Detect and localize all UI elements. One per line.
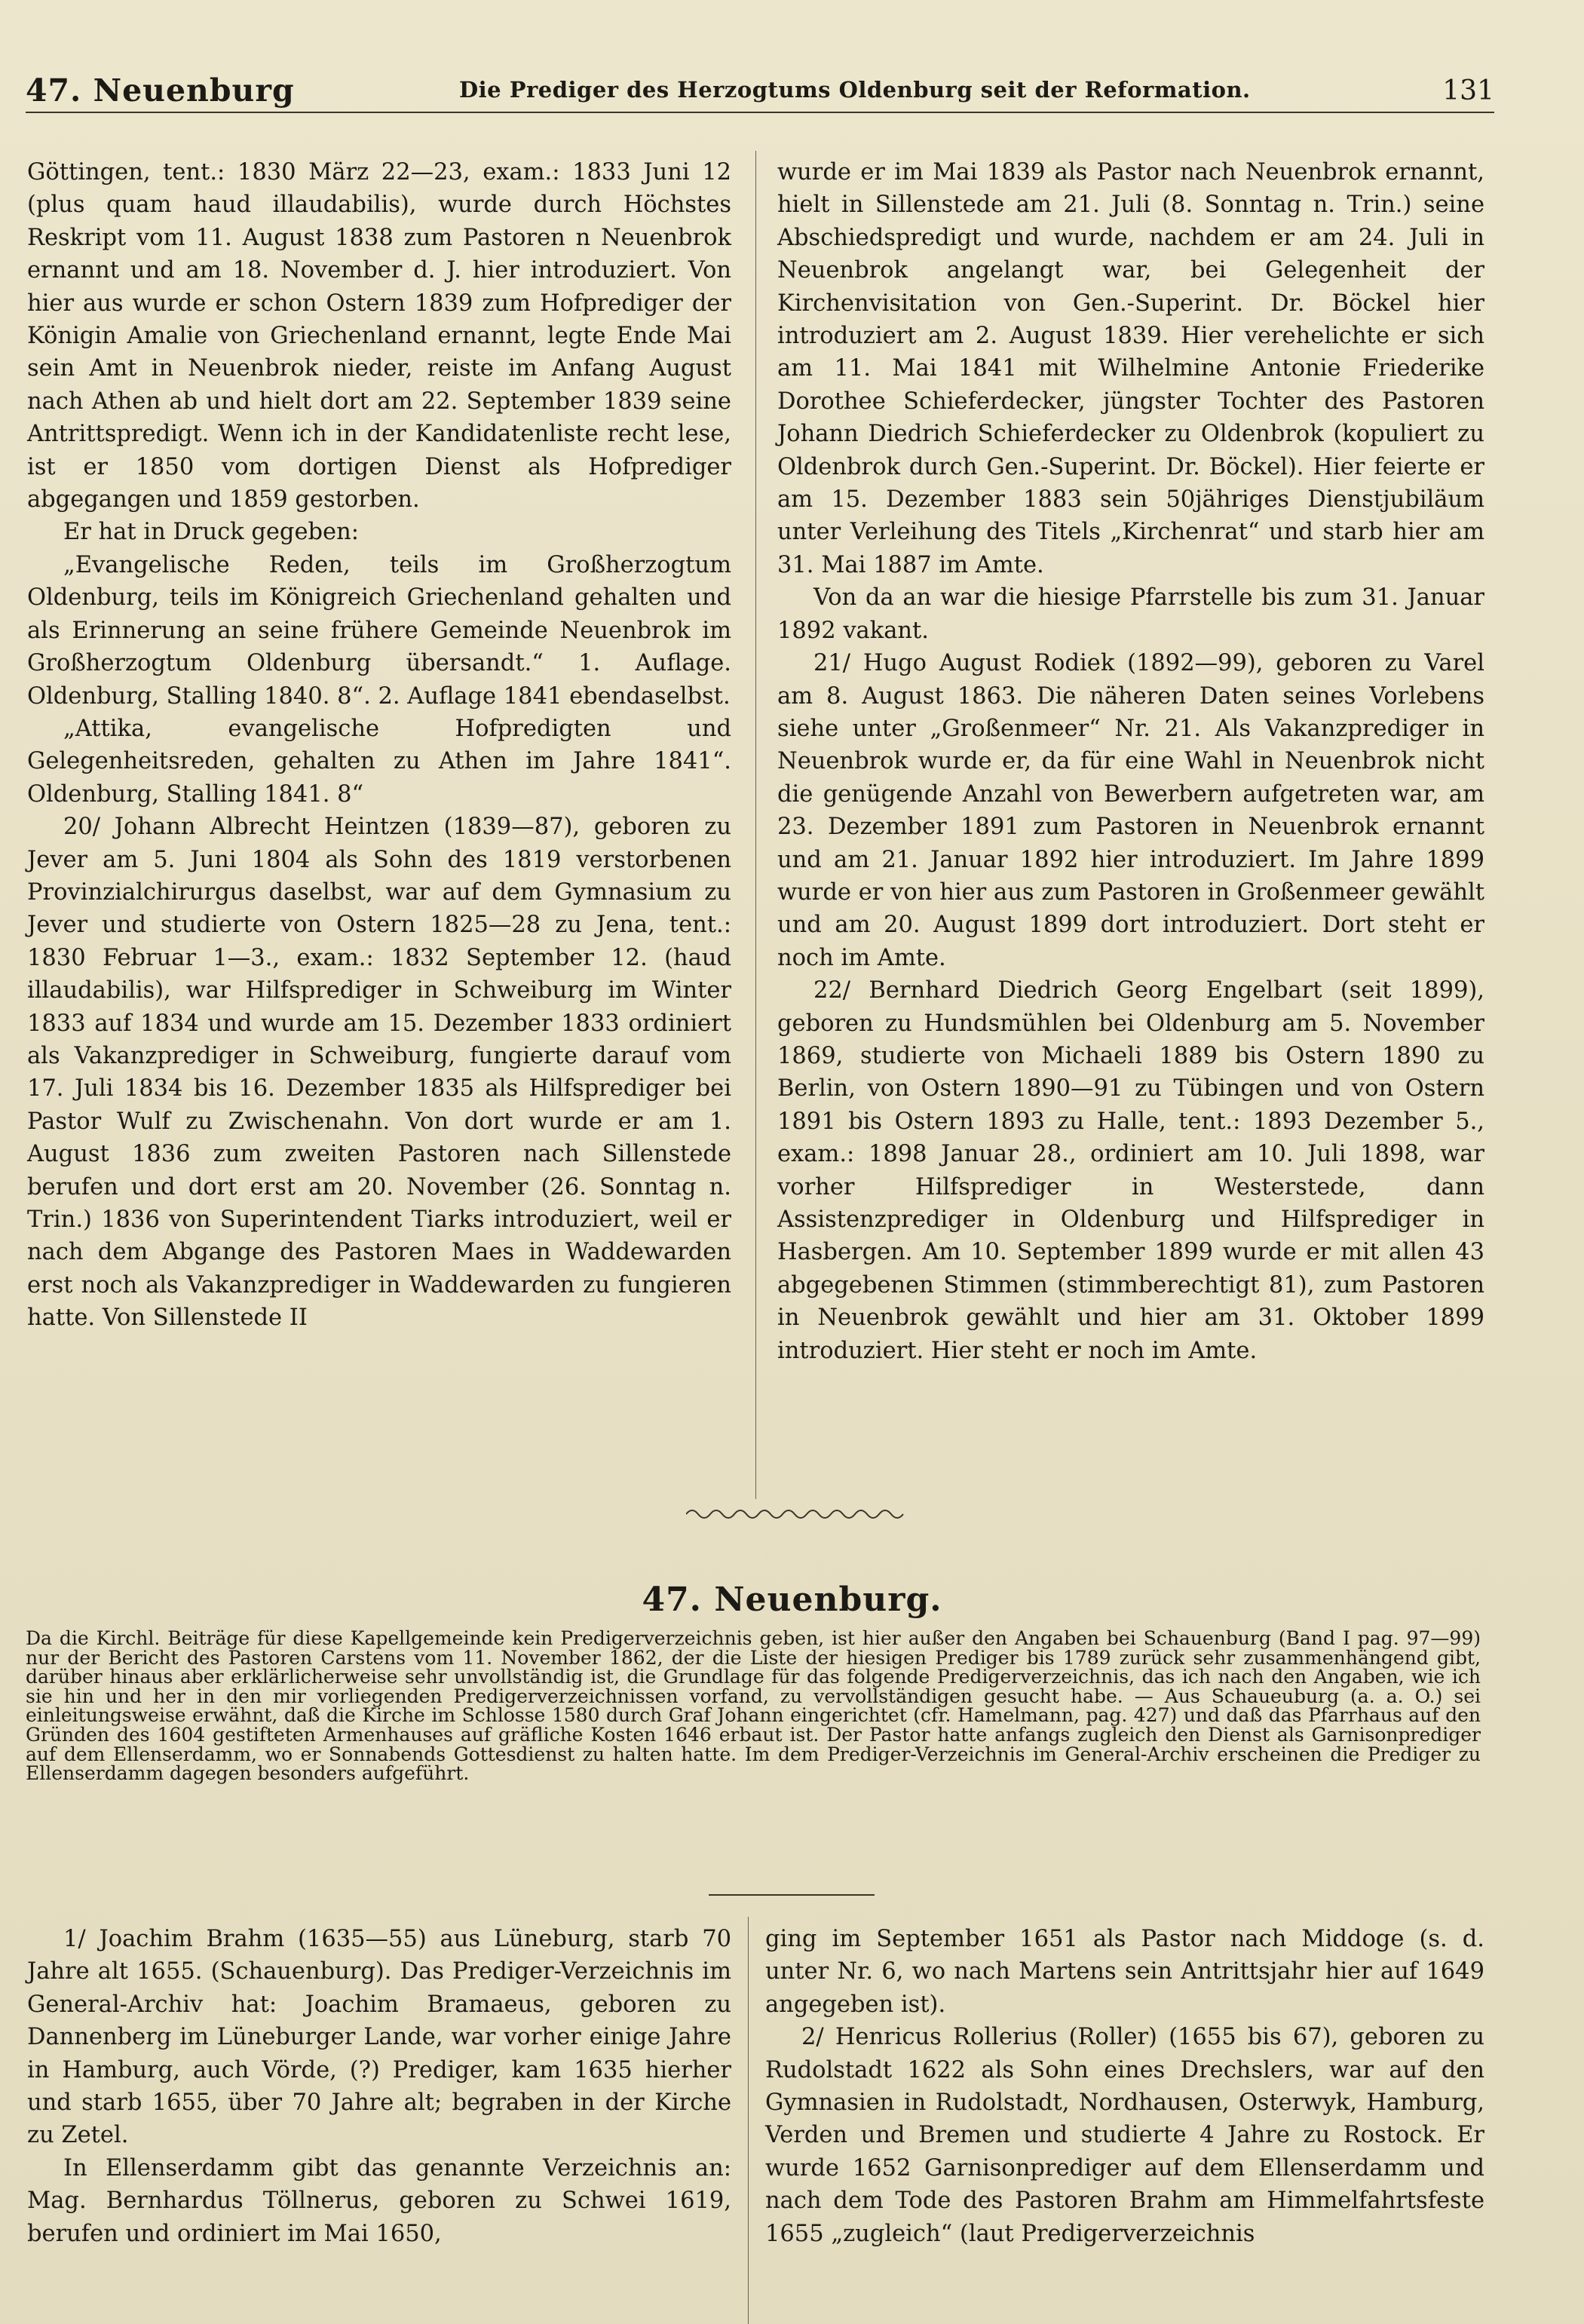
paragraph: 22/ Bernhard Diedrich Georg Engelbart (seit 1899), geboren zu Hundsmühlen bei Oldenburg am 5. November 1869, studierte von Michaeli 1889 bis Ostern 1890 zu Berlin, von Ostern 1890—91 zu Tübingen und von Ostern 1891 bis Ostern 1893 zu Halle, tent.: 1893 Dezember 5., exam.: 1898 Januar 28., ordiniert am 10. Juli 1898, war vorher Hilfsprediger in Westerstede, dann Assistenzprediger in Oldenburg und Hilfsprediger in Hasbergen. Am 10. September 1899 wurde er mit allen 43 abgegebenen Stimmen (stimmberechtigt 81), zum Pastoren in Neuenbrok gewählt und hier am 31. Oktober 1899 introduziert. Hier steht er noch im Amte. (777, 977, 1484, 1364)
section-title: 47. Neuenburg. (642, 1581, 942, 1619)
paragraph: 21/ Hugo August Rodiek (1892—99), geboren zu Varel am 8. August 1863. Die näheren Daten seines Vorlebens siehe unter „Großenmeer“ Nr. 21. Als Vakanzprediger in Neuenbrok wurde er, da für eine Wahl in Neuenbrok nicht die genügende Anzahl von Bewerbern aufgetreten war, am 23. Dezember 1891 zum Pastoren in Neuenbrok ernannt und am 21. Januar 1892 hier introduziert. Im Jahre 1899 wurde er von hier aus zum Pastoren in Großenmeer gewählt und am 20. August 1899 dort introduziert. Dort steht er noch im Amte. (777, 650, 1484, 971)
section-divider-ornament (686, 1504, 905, 1524)
intro-paragraph: Da die Kirchl. Beiträge für diese Kapellgemeinde kein Predigerverzeichnis geben, ist hier außer den Angaben bei Schauenburg (Band I pag. 97—99) nur der Bericht des Pastoren Carstens vom 11. November 1862, der die Liste der hiesigen Prediger bis 1789 zurück sehr zusammenhängend gibt, darüber hinaus aber erklärlicherweise sehr unvollständig ist, die Grundlage für das folgende Predigerverzeichnis, das ich nach den Angaben, wie ich sie hin und her in den mir vorliegenden Predigerverzeichnissen vorfand, zu vervollständigen gesucht habe. — Aus Schaueuburg (a. a. O.) sei einleitungsweise erwähnt, daß die Kirche im Schlosse 1580 durch Graf Johann eingerichtet (cfr. Hamelmann, pag. 427) und daß das Pfarrhaus auf den Gründen des 1604 gestifteten Armenhauses auf gräfliche Kosten 1646 erbaut ist. Der Pastor hatte anfangs zugleich den Dienst als Garnisonprediger auf dem Ellenserdamm, wo er Sonnabends Gottesdienst zu halten hatte. Im dem Prediger-Verzeichnis im General-Archiv erscheinen die Prediger zu Ellenserdamm dagegen besonders aufgeführt. (26, 1627, 1481, 1785)
paragraph: 20/ Johann Albrecht Heintzen (1839—87), geboren zu Jever am 5. Juni 1804 als Sohn des 1819 verstorbenen Provinzialchirurgus daselbst, war auf dem Gymnasium zu Jever und studierte von Ostern 1825—28 zu Jena, tent.: 1830 Februar 1—3., exam.: 1832 September 12. (haud illaudabilis), war Hilfsprediger in Schweiburg im Winter 1833 auf 1834 und wurde am 15. Dezember 1833 ordiniert als Vakanzprediger in Schweiburg, fungierte darauf vom 17. Juli 1834 bis 16. Dezember 1835 als Hilfsprediger bei Pastor Wulf zu Zwischenahn. Von dort wurde er am 1. August 1836 zum zweiten Pastoren nach Sillenstede berufen und dort erst am 20. November (26. Sonntag n. Trin.) 1836 von Superintendent Tiarks introduziert, weil er nach dem Abgange des Pastoren Maes in Waddewarden erst noch als Vakanzprediger in Waddewarden zu fungieren hatte. Von Sillenstede II (27, 814, 731, 1332)
paragraph: 1/ Joachim Brahm (1635—55) aus Lüneburg, starb 70 Jahre alt 1655. (Schauenburg). Das Prediger-Verzeichnis im General-Archiv hat: Joachim Bramaeus, geboren zu Dannenberg im Lüneburger Lande, war vorher einige Jahre in Hamburg, auch Vörde, (?) Prediger, kam 1635 hierher und starb 1655, über 70 Jahre alt; begraben in der Kirche zu Zetel. (27, 1926, 731, 2149)
running-head (26, 69, 1494, 113)
section-intro (26, 1629, 1481, 1783)
paragraph: „Evangelische Reden, teils im Großherzogtum Oldenburg, teils im Königreich Griechenland gehalten und als Erinnerung an seine frühere Gemeinde Neuenbrok im Großherzogtum Oldenburg übersandt.“ 1. Auflage. Oldenburg, Stalling 1840. 8“. 2. Auflage 1841 ebendaselbst. (27, 551, 731, 710)
running-head-section: 47. Neuenburg (26, 72, 295, 109)
paragraph: ging im September 1651 als Pastor nach Middoge (s. d. unter Nr. 6, wo nach Martens sein Antrittsjahr hier auf 1649 angegeben ist). (765, 1926, 1484, 2018)
column-divider-top (755, 151, 756, 1499)
paragraph: Er hat in Druck gegeben: (63, 519, 359, 546)
paragraph: wurde er im Mai 1839 als Pastor nach Neuenbrok ernannt, hielt in Sillenstede am 21. Juli (8. Sonntag n. Trin.) seine Abschiedspredigt und wurde, nachdem er am 24. Juli in Neuenbrok angelangt war, bei Gelegenheit der Kirchenvisitation von Gen.-Superint. Dr. Böckel hier introduziert am 2. August 1839. Hier verehelichte er sich am 11. Mai 1841 mit Wilhelmine Antonie Friederike Dorothee Schieferdecker, jüngster Tochter des Pastoren Johann Diedrich Schieferdecker zu Oldenbrok (kopuliert zu Oldenbrok durch Gen.-Superint. Dr. Böckel). Hier feierte er am 15. Dezember 1883 sein 50jähriges Dienstjubiläum unter Verleihung des Titels „Kirchenrat“ und starb hier am 31. Mai 1887 im Amte. (777, 159, 1484, 578)
paragraph: Von da an war die hiesige Pfarrstelle bis zum 31. Januar 1892 vakant. (777, 584, 1484, 644)
column-divider-bottom (748, 1917, 749, 2324)
page-number: 131 (1442, 75, 1494, 106)
column-bottom-right (765, 1923, 1484, 2250)
paragraph: 2/ Henricus Rollerius (Roller) (1655 bis 67), geboren zu Rudolstadt 1622 als Sohn eines Drechslers, war auf den Gymnasien in Rudolstadt, Nordhausen, Osterwyk, Hamburg, Verden und Bremen und studierte 4 Jahre zu Rostock. Er wurde 1652 Garnisonprediger auf dem Ellenserdamm und nach dem Tode des Pastoren Brahm am Himmelfahrtsfeste 1655 „zugleich“ (laut Predigerverzeichnis (765, 2024, 1484, 2247)
column-bottom-left (27, 1923, 731, 2250)
paragraph: „Attika, evangelische Hofpredigten und Gelegenheitsreden, gehalten zu Athen im Jahre 1841“. Oldenburg, Stalling 1841. 8“ (27, 715, 731, 808)
paragraph: Göttingen, tent.: 1830 März 22—23, exam.: 1833 Juni 12 (plus quam haud illaudabilis), wurde durch Höchstes Reskript vom 11. August 1838 zum Pastoren n Neuenbrok ernannt und am 18. November d. J. hier introduziert. Von hier aus wurde er schon Ostern 1839 zum Hofprediger der Königin Amalie von Griechenland ernannt, legte Ende Mai sein Amt in Neuenbrok nieder, reiste im Anfang August nach Athen ab und hielt dort am 22. September 1839 seine Antrittspredigt. Wenn ich in der Kandidatenliste recht lese, ist er 1850 vom dortigen Dienst als Hofprediger abgegangen und 1859 gestorben. (27, 159, 731, 514)
column-top-right (777, 156, 1484, 1367)
running-head-title: Die Prediger des Herzogtums Oldenburg seit der Reformation. (459, 77, 1251, 103)
paragraph: In Ellenserdamm gibt das genannte Verzeichnis an: Mag. Bernhardus Töllnerus, geboren zu Schwei 1619, berufen und ordiniert im Mai 1650, (27, 2154, 731, 2247)
column-top-left (27, 156, 731, 1335)
intro-separator-rule (709, 1894, 875, 1896)
